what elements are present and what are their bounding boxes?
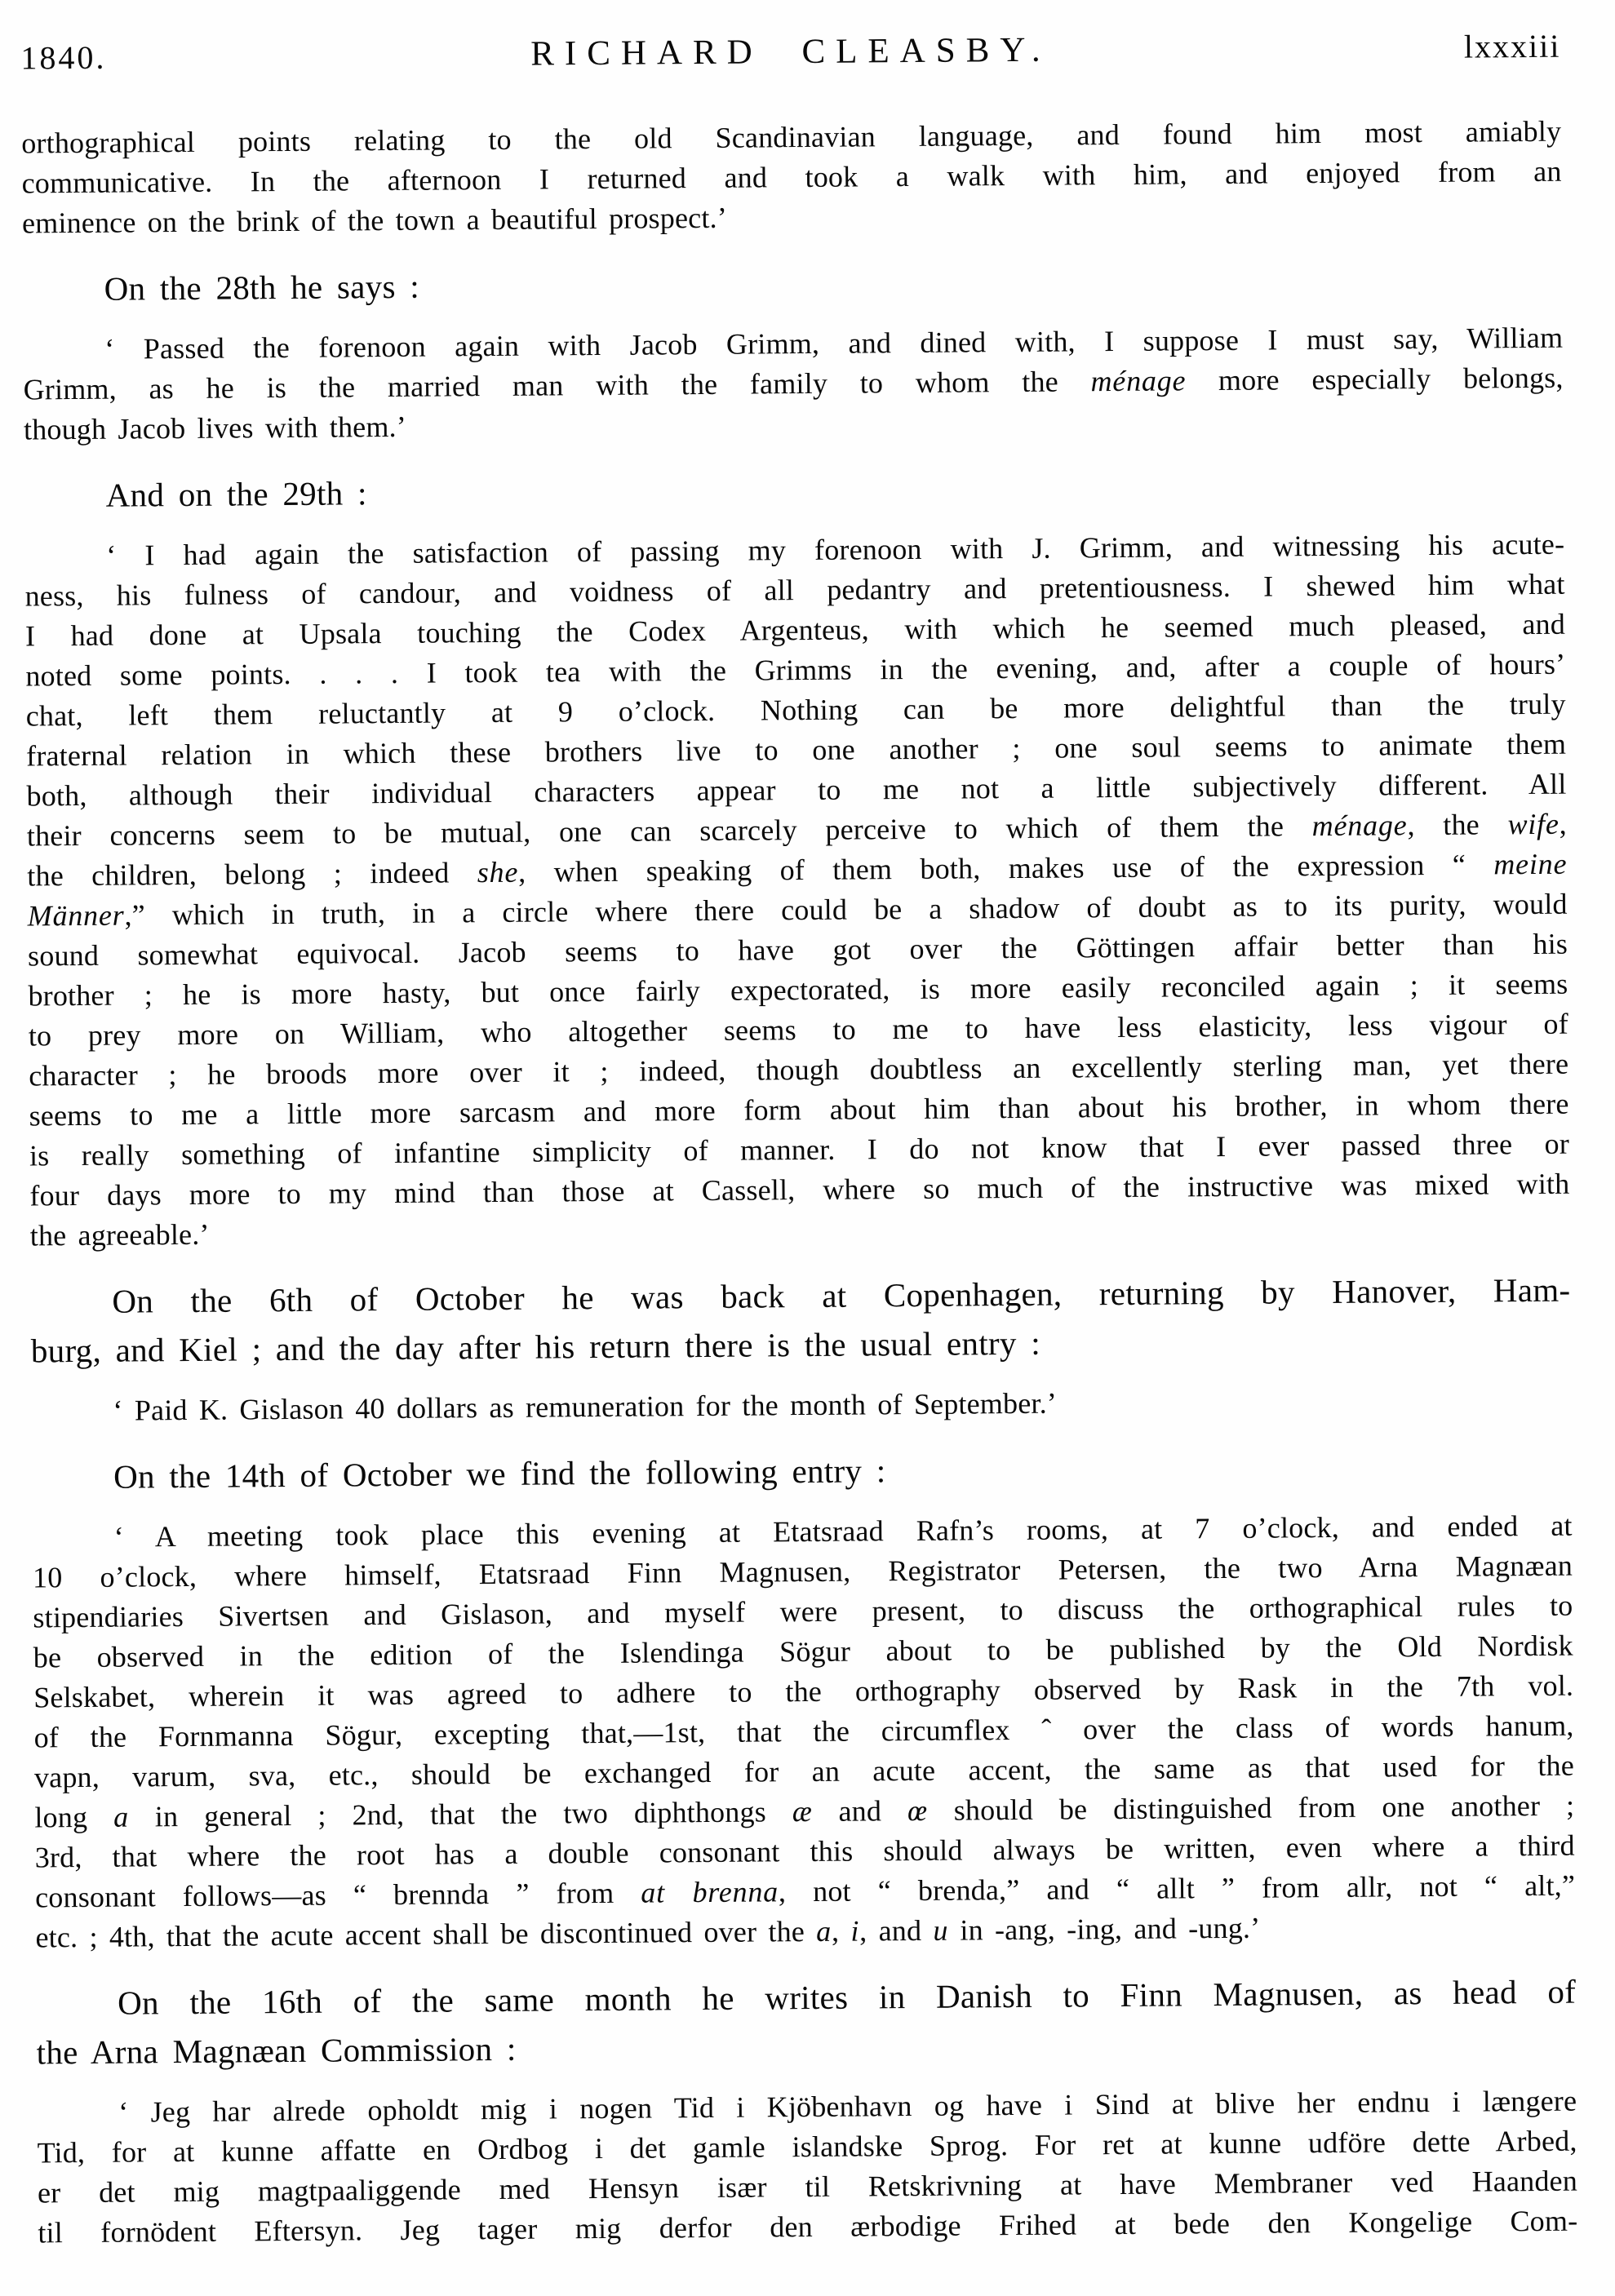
text-line: vapn, varum, sva, etc., should be exchanged for an acute accent, the same as that used for the [33, 1749, 1575, 1794]
text-line: 3rd, that where the root has a double consonant this should always be written, even where a third [34, 1828, 1575, 1874]
text-line: four days more to my mind than those at Cassell, where so much of the instructive was mixed with [29, 1167, 1570, 1212]
text-line: Tid, for at kunne affatte en Ordbog i det gamle islandske Sprog. For ret at kunne udföre dette Arbed, [37, 2124, 1577, 2170]
text-line: ‘ Jeg har alrede opholdt mig i nogen Tid i Kjöbenhavn og have i Sind at blive her endnu i længere [118, 2084, 1577, 2129]
page-title: RICHARD CLEASBY. [530, 30, 1051, 73]
text-line: consonant follows—as “ brennda ” from at brenna, not “ brenda,” and “ allt ” from allr, not “ alt,” [34, 1868, 1576, 1914]
page-body [21, 112, 1577, 2254]
text-line: the agreeable.’ [29, 1217, 210, 1252]
text-line: And on the 29th : [105, 474, 367, 514]
paragraph [32, 1441, 1572, 1502]
text-line: orthographical points relating to the old Scandinavian language, and found him most amiably [21, 114, 1562, 160]
text-line: ness, his fulness of candour, and voidness of all pedantry and pretentiousness. I shewed him what [24, 567, 1565, 613]
text-line: Männer,” which in truth, in a circle where there could be a shadow of doubt as to its purity, would [27, 887, 1568, 933]
text-line: ‘ A meeting took place this evening at Etatsraad Rafn’s rooms, at 7 o’clock, and ended at [113, 1509, 1573, 1554]
text-line: On the 14th of October we find the following entry : [113, 1452, 886, 1496]
paragraph [22, 253, 1562, 314]
text-line: ‘ I had again the satisfaction of passing my forenoon with J. Grimm, and witnessing his acute- [106, 527, 1565, 572]
text-line: On the 28th he says : [104, 267, 420, 308]
text-line: though Jacob lives with them.’ [23, 410, 407, 446]
text-line: be observed in the edition of the Islendinga Sögur about to be published by the Old Nordisk [33, 1629, 1573, 1674]
paragraph [23, 318, 1564, 450]
text-line: chat, left them reluctantly at 9 o’clock. Nothing can be more delightful than the truly [25, 687, 1566, 733]
text-line: noted some points. . . . I took tea with the Grimms in the evening, and, after a couple of hours’ [25, 647, 1566, 693]
text-line: fraternal relation in which these brothers live to one another ; one soul seems to animate them [26, 727, 1567, 773]
text-line: ‘ Passed the forenoon again with Jacob Grimm, and dined with, I suppose I must say, William [104, 321, 1564, 366]
paragraph [37, 2081, 1577, 2254]
text-line: ‘ Paid K. Gislason 40 dollars as remuneration for the month of September.’ [113, 1386, 1058, 1427]
text-line: seems to me a little more sarcasm and more form about him than about his brother, in whom there [29, 1087, 1569, 1132]
text-line: On the 6th of October he was back at Copenhagen, returning by Hanover, Ham- [112, 1270, 1571, 1320]
text-line: On the 16th of the same month he writes in Danish to Finn Magnusen, as head of [117, 1972, 1577, 2022]
paragraph [30, 1265, 1571, 1376]
text-line: long a in general ; 2nd, that the two diphthongs æ and œ should be distinguished from one another ; [34, 1788, 1575, 1834]
text-line: etc. ; 4th, that the acute accent shall be discontinued over the a, i, and u in -ang, -ing, and -ung.’ [35, 1911, 1261, 1954]
text-line: of the Fornmanna Sögur, excepting that,—1st, that the circumflex ˆ over the class of words hanum, [33, 1709, 1574, 1754]
paragraph [24, 525, 1570, 1257]
paragraph [36, 1967, 1577, 2077]
text-line: the Arna Magnæan Commission : [36, 2029, 517, 2072]
paragraph [32, 1506, 1575, 1958]
text-line: communicative. In the afternoon I returned and took a walk with him, and enjoyed from an [21, 154, 1562, 200]
text-line: Selskabet, wherein it was agreed to adhere to the orthography observed by Rask in the 7th vol. [33, 1669, 1574, 1714]
text-line: 10 o’clock, where himself, Etatsraad Finn Magnusen, Registrator Petersen, the two Arna Magnæan [32, 1549, 1573, 1594]
text-line: er det mig magtpaaliggende med Hensyn især til Retskrivning at have Membraner ved Haanden [37, 2164, 1578, 2210]
text-line: eminence on the brink of the town a beautiful prospect.’ [21, 201, 728, 240]
text-line: is really something of infantine simplicity of manner. I do not know that I ever passed three or [29, 1127, 1570, 1172]
text-line: Grimm, as he is the married man with the family to whom the ménage more especially belongs, [23, 361, 1564, 406]
text-line: burg, and Kiel ; and the day after his return there is the usual entry : [30, 1323, 1041, 1370]
text-line: both, although their individual characters appear to me not a little subjectively different. All [26, 767, 1567, 813]
paragraph [24, 459, 1564, 521]
paragraph [21, 112, 1562, 244]
folio-number: lxxxiii [1463, 27, 1561, 65]
year-label: 1840. [20, 38, 107, 77]
text-line: character ; he broods more over it ; indeed, though doubtless an excellently sterling man, yet there [29, 1047, 1569, 1093]
text-line: til fornödent Eftersyn. Jeg tager mig derfor den ærbodige Frihed at bede den Kongelige Com- [38, 2204, 1578, 2249]
page-header [20, 16, 1561, 88]
text-line: I had done at Upsala touching the Codex Argenteus, with which he seemed much pleased, and [24, 607, 1566, 653]
text-line: stipendiaries Sivertsen and Gislason, and myself were present, to discuss the orthographical rules to [33, 1589, 1573, 1634]
paragraph [31, 1380, 1571, 1432]
text-line: the children, belong ; indeed she, when speaking of them both, makes use of the expression “ meine [27, 847, 1568, 893]
text-line: brother ; he is more hasty, but once fairly expectorated, is more easily reconciled again ; it seems [28, 967, 1568, 1013]
text-line: to prey more on William, who altogether seems to me to have less elasticity, less vigour of [28, 1007, 1568, 1053]
text-line: sound somewhat equivocal. Jacob seems to have got over the Göttingen affair better than his [27, 927, 1568, 973]
text-line: their concerns seem to be mutual, one can scarcely perceive to which of them the ménage, the wife, [26, 807, 1568, 853]
